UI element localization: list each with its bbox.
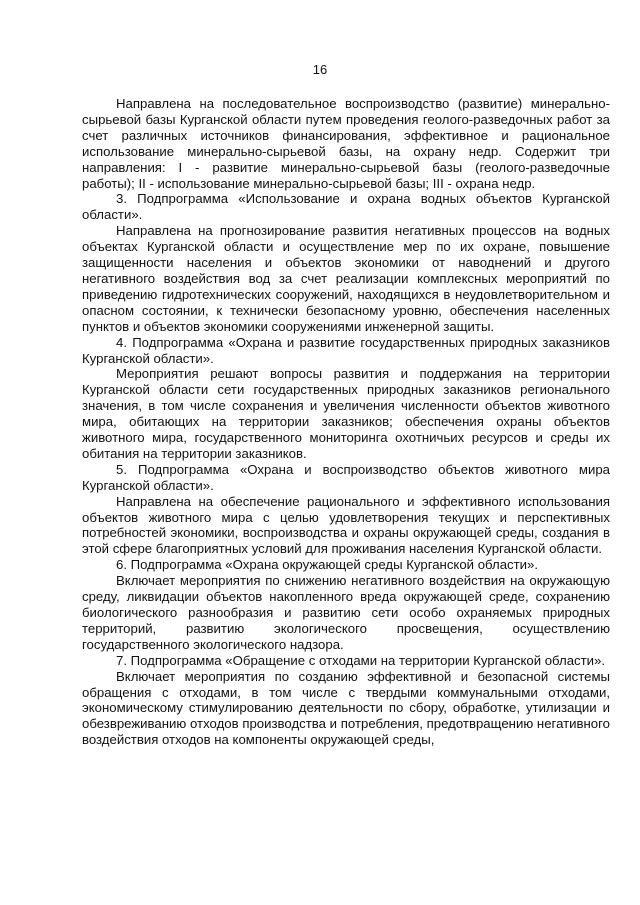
subprogram-5-heading: 5. Подпрограмма «Охрана и воспроизводство объектов животного мира Курганской области». (82, 461, 610, 493)
subprogram-7-heading: 7. Подпрограмма «Обращение с отходами на территории Курганской области». (116, 652, 606, 668)
paragraph-waste-management-description: Включает мероприятия по созданию эффективной и безопасной системы обращения с отходами, в том числе с твердыми коммунальными отходами, экономическому стимулированию деятельности по сбору, обработке, утилизации и обезвреживанию отходов производства и потребления, предотвращению негативного воздействия отходов на компоненты окружающей среды, (82, 668, 610, 748)
subprogram-6-heading: 6. Подпрограмма «Охрана окружающей среды Курганской области». (116, 557, 539, 573)
subprogram-4-heading: 4. Подпрограмма «Охрана и развитие государственных природных заказников Курганской области». (82, 334, 610, 366)
paragraph-water-objects-description: Направлена на прогнозирование развития негативных процессов на водных объектах Курганской области и осуществление мер по их охране, повышение защищенности населения и объектов экономики от наводнений и другого негативного воздействия вод за счет реализации комплексных мероприятий по приведению гидротехнических сооружений, находящихся в неудовлетворительном и опасном состоянии, к технически безопасному уровню, обеспечения населенных пунктов и объектов экономики сооружениями инженерной защиты. (82, 223, 610, 334)
paragraph-mineral-base-description: Направлена на последовательное воспроизводство (развитие) минерально-сырьевой базы Курганской области путем проведения геолого-разведочных работ за счет различных источников финансирования, эффективное и рациональное использование минерально-сырьевой базы, на охрану недр. Содержит три направления: I - развитие минерально-сырьевой базы (геолого-разведочные работы); II - использование минерально-сырьевой базы; III - охрана недр. (82, 96, 610, 191)
paragraph-nature-reserves-description: Мероприятия решают вопросы развития и поддержания на территории Курганской области сети государственных природных заказников регионального значения, в том числе сохранения и увеличения численности объектов животного мира, обитающих на территории заказников; обеспечения охраны объектов животного мира, государственного мониторинга охотничьих ресурсов и среды их обитания на территории заказников. (82, 366, 610, 461)
paragraph-wildlife-description: Направлена на обеспечение рационального и эффективного использования объектов животного мира с целью удовлетворения текущих и перспективных потребностей экономики, воспроизводства и охраны окружающей среды, создания в этой сфере благоприятных условий для проживания населения Курганской области. (82, 493, 610, 557)
subprogram-3-heading: 3. Подпрограмма «Использование и охрана водных объектов Курганской области». (82, 191, 610, 223)
paragraph-environment-protection-description: Включает мероприятия по снижению негативного воздействия на окружающую среду, ликвидации объектов накопленного вреда окружающей среде, сохранению биологического разнообразия и развитию сети особо охраняемых природных территорий, развитию экологического просвещения, осуществлению государственного экологического надзора. (82, 573, 610, 652)
page-body (82, 96, 610, 748)
page-number: 16 (312, 62, 328, 77)
